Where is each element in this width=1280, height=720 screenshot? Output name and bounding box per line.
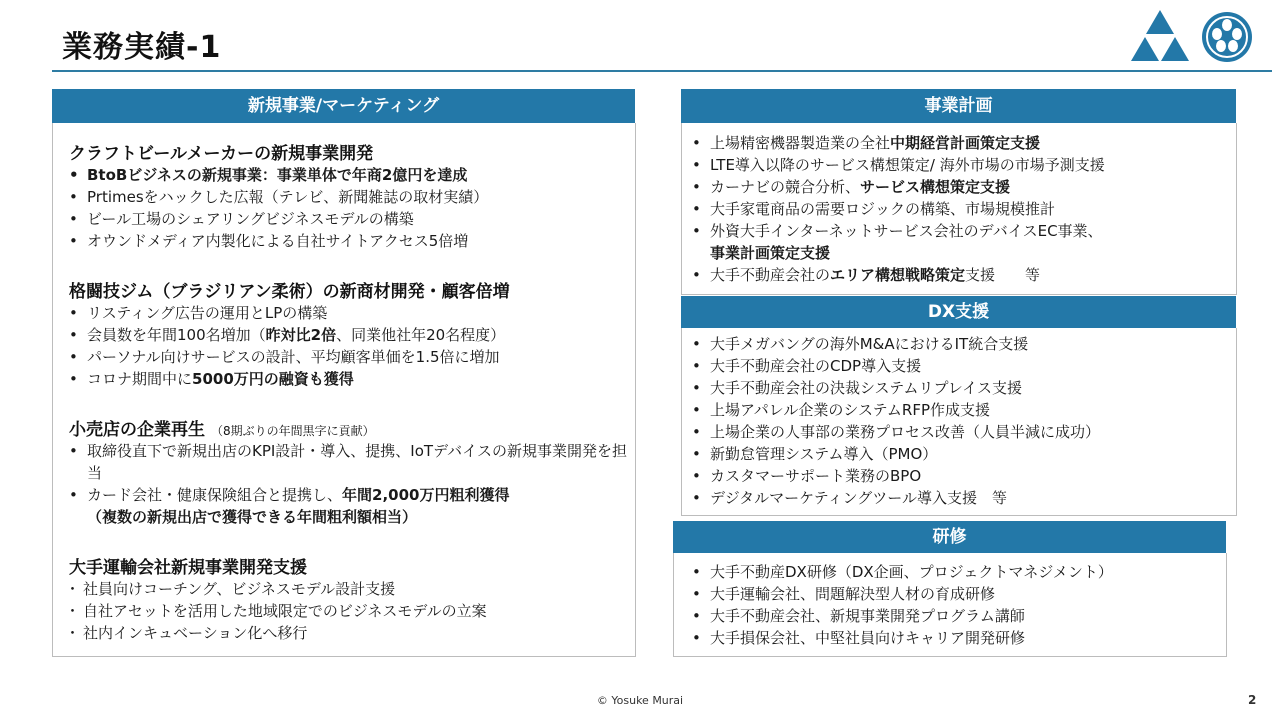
list-item: • 大手不動産会社、新規事業開発プログラム講師 xyxy=(692,605,1222,627)
list-item: • 取締役直下で新規出店のKPI設計・導入、提携、IoTデバイスの新規事業開発を担当 xyxy=(69,440,635,484)
text-run-bold: 年間2,000万円粗利獲得 xyxy=(342,486,510,504)
page-number: 2 xyxy=(1248,693,1257,707)
heading-note: （8期ぶりの年間黒字に貢献） xyxy=(211,424,375,438)
triforce-logo-icon xyxy=(1128,8,1192,64)
bullet-list xyxy=(692,333,1232,509)
list-item: • LTE導入以降のサービス構想策定/ 海外市場の市場予測支援 xyxy=(692,154,1232,176)
text-run: カーナビの競合分析、 xyxy=(710,178,861,196)
section-logistics xyxy=(69,553,629,644)
section-craft-beer xyxy=(69,139,629,252)
section-heading: クラフトビールメーカーの新規事業開発 xyxy=(69,144,374,164)
text-run: 上場精密機器製造業の全社 xyxy=(710,134,891,152)
text-run: 外資大手インターネットサービス会社のデバイスEC事業、 xyxy=(710,222,1103,240)
list-item: • 大手不動産DX研修（DX企画、プロジェクトマネジメント） xyxy=(692,561,1222,583)
section-heading: 大手運輸会社新規事業開発支援 xyxy=(69,558,307,578)
band-business-plan: 事業計画 xyxy=(681,89,1236,123)
list-item: • 大手不動産会社のCDP導入支援 xyxy=(692,355,1232,377)
panel-training xyxy=(673,553,1227,657)
heading-text: 小売店の企業再生 xyxy=(69,420,205,440)
list-item: ・ 社内インキュベーション化へ移行 xyxy=(69,622,629,644)
text-run-bold: 昨対比2倍 xyxy=(265,326,337,344)
list-item xyxy=(69,368,629,390)
family-crest-icon xyxy=(1200,10,1254,64)
list-item: • オウンドメディア内製化による自社サイトアクセス5倍増 xyxy=(69,230,629,252)
list-item: • 大手家電商品の需要ロジックの構築、市場規模推計 xyxy=(692,198,1232,220)
text-run-bold: エリア構想戦略策定 xyxy=(830,266,966,284)
text-run: コロナ期間中に xyxy=(87,370,193,388)
list-item xyxy=(69,324,629,346)
list-item xyxy=(692,176,1232,198)
list-item: • ビール工場のシェアリングビジネスモデルの構築 xyxy=(69,208,629,230)
bullet-list xyxy=(692,561,1222,649)
title-divider xyxy=(52,70,1272,72)
list-item: • 大手運輸会社、問題解決型人材の育成研修 xyxy=(692,583,1222,605)
bullet-list xyxy=(69,440,635,528)
text-run-bold: サービス構想策定支援 xyxy=(860,178,1011,196)
list-item xyxy=(692,220,1232,264)
list-item xyxy=(69,484,635,528)
text-run-bold: （複数の新規出店で獲得できる年間粗利額相当） xyxy=(87,508,418,526)
list-item: • 上場アパレル企業のシステムRFP作成支援 xyxy=(692,399,1232,421)
bullet-list xyxy=(692,132,1232,286)
list-item: • デジタルマーケティングツール導入支援 等 xyxy=(692,487,1232,509)
list-item: • リスティング広告の運用とLPの構築 xyxy=(69,302,629,324)
list-item xyxy=(692,132,1232,154)
list-item: • 大手損保会社、中堅社員向けキャリア開発研修 xyxy=(692,627,1222,649)
text-run: カード会社・健康保険組合と提携し、 xyxy=(87,486,343,504)
section-heading xyxy=(69,415,635,440)
section-martial-arts xyxy=(69,277,629,390)
bullet-list xyxy=(69,302,629,390)
list-item xyxy=(692,264,1232,286)
panel-new-business xyxy=(52,123,636,657)
page-title: 業務実績-1 xyxy=(62,30,222,65)
text-run: 、同業他社年20名程度） xyxy=(336,326,506,344)
section-heading: 格闘技ジム（ブラジリアン柔術）の新商材開発・顧客倍増 xyxy=(69,282,510,302)
bullet-list xyxy=(69,578,629,644)
band-dx-support: DX支援 xyxy=(681,296,1236,328)
text-run: 会員数を年間100名増加（ xyxy=(87,326,266,344)
text-run-bold: 中期経営計画策定支援 xyxy=(890,134,1041,152)
list-item: • Prtimesをハックした広報（テレビ、新聞雑誌の取材実績） xyxy=(69,186,629,208)
bullet-list xyxy=(69,164,629,252)
panel-dx-support xyxy=(681,328,1237,516)
text-run-bold: 5000万円の融資も獲得 xyxy=(192,370,354,388)
panel-business-plan xyxy=(681,123,1237,295)
list-item: • BtoBビジネスの新規事業：事業単体で年商2億円を達成 xyxy=(69,164,629,186)
text-run: 大手不動産会社の xyxy=(710,266,831,284)
list-item: ・ 社員向けコーチング、ビジネスモデル設計支援 xyxy=(69,578,629,600)
list-item: • 大手メガバングの海外M&AにおけるIT統合支援 xyxy=(692,333,1232,355)
copyright: © Yosuke Murai xyxy=(596,694,684,707)
text-run: 支援 等 xyxy=(965,266,1041,284)
section-retail-turnaround xyxy=(69,415,635,528)
text-run-bold: 事業計画策定支援 xyxy=(710,244,831,262)
list-item: • パーソナル向けサービスの設計、平均顧客単価を1.5倍に増加 xyxy=(69,346,629,368)
band-training: 研修 xyxy=(673,521,1226,553)
band-new-business: 新規事業/マーケティング xyxy=(52,89,635,123)
list-item: • 大手不動産会社の決裁システムリプレイス支援 xyxy=(692,377,1232,399)
list-item: • 上場企業の人事部の業務プロセス改善（人員半減に成功） xyxy=(692,421,1232,443)
list-item: • 新勤怠管理システム導入（PMO） xyxy=(692,443,1232,465)
list-item: ・ 自社アセットを活用した地域限定でのビジネスモデルの立案 xyxy=(69,600,629,622)
list-item: • カスタマーサポート業務のBPO xyxy=(692,465,1232,487)
